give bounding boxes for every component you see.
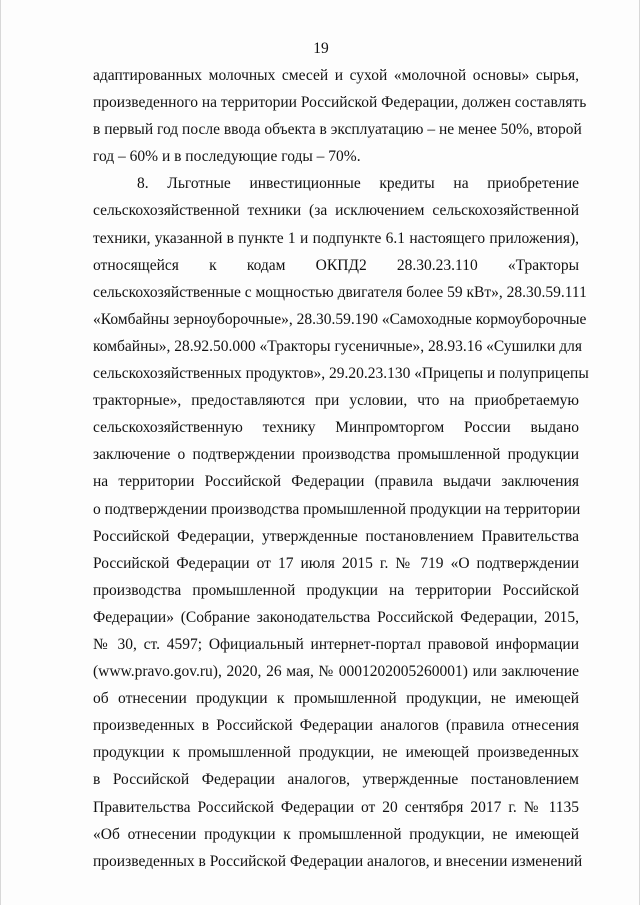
text-line: произведенного на территории Российской Федерации, должен составлять — [93, 94, 587, 112]
text-line: «Об отнесении продукции к промышленной продукции, не имеющей — [93, 825, 579, 843]
text-line: произведенных в Российской Федерации аналогов, и внесении изменений — [93, 852, 583, 870]
page-number: 19 — [313, 40, 329, 57]
text-line: Российской Федерации от 17 июля 2015 г. № 719 «О подтверждении — [93, 554, 579, 572]
body-text — [93, 62, 589, 875]
text-line: в Российской Федерации аналогов, утвержденные постановлением — [93, 771, 579, 789]
text-line: сельскохозяйственной техники (за исключением сельскохозяйственной — [93, 202, 579, 220]
text-line: о подтверждении производства промышленной продукции на территории — [93, 500, 581, 518]
text-line: (www.pravo.gov.ru), 2020, 26 мая, № 0001202005260001) или заключение — [93, 663, 579, 681]
text-line: продукции к промышленной продукции, не имеющей произведенных — [93, 744, 579, 762]
text-line: на территории Российской Федерации (правила выдачи заключения — [93, 473, 579, 491]
text-line: сельскохозяйственную технику Минпромторгом России выдано — [93, 419, 579, 437]
text-line: адаптированных молочных смесей и сухой «молочной основы» сырья, — [93, 67, 579, 84]
text-line: № 30, ст. 4597; Официальный интернет-портал правовой информации — [93, 635, 579, 653]
text-line: техники, указанной в пункте 1 и подпункте 6.1 настоящего приложения), — [93, 229, 579, 247]
text-line: об отнесении продукции к промышленной продукции, не имеющей — [93, 690, 579, 708]
text-line: относящейся к кодам ОКПД2 28.30.23.110 «Тракторы — [93, 256, 579, 274]
text-line: сельскохозяйственных продуктов», 29.20.23.130 «Прицепы и полуприцепы — [93, 365, 589, 383]
text-line: комбайны», 28.92.50.000 «Тракторы гусеничные», 28.93.16 «Сушилки для — [93, 337, 582, 355]
paragraph-8-start: 8. Льготные инвестиционные кредиты на приобретение — [137, 175, 579, 193]
text-line: сельскохозяйственные с мощностью двигателя более 59 кВт», 28.30.59.111 — [93, 283, 587, 301]
text-line: произведенных в Российской Федерации аналогов (правила отнесения — [93, 717, 579, 735]
text-line: Российской Федерации, утвержденные постановлением Правительства — [93, 527, 579, 545]
text-line: Правительства Российской Федерации от 20 сентября 2017 г. № 1135 — [93, 798, 579, 816]
text-line: производства промышленной продукции на территории Российской — [93, 581, 579, 599]
text-line: заключение о подтверждении производства промышленной продукции — [93, 446, 579, 464]
text-line: Федерации» (Собрание законодательства Российской Федерации, 2015, — [93, 608, 579, 626]
text-line: в первый год после ввода объекта в эксплуатацию – не менее 50%, второй — [93, 121, 582, 139]
text-line: год – 60% и в последующие годы – 70%. — [93, 148, 361, 166]
text-line: «Комбайны зерноуборочные», 28.30.59.190 «Самоходные кормоуборочные — [93, 310, 587, 328]
text-line: тракторные», предоставляются при условии, что на приобретаемую — [93, 392, 579, 410]
